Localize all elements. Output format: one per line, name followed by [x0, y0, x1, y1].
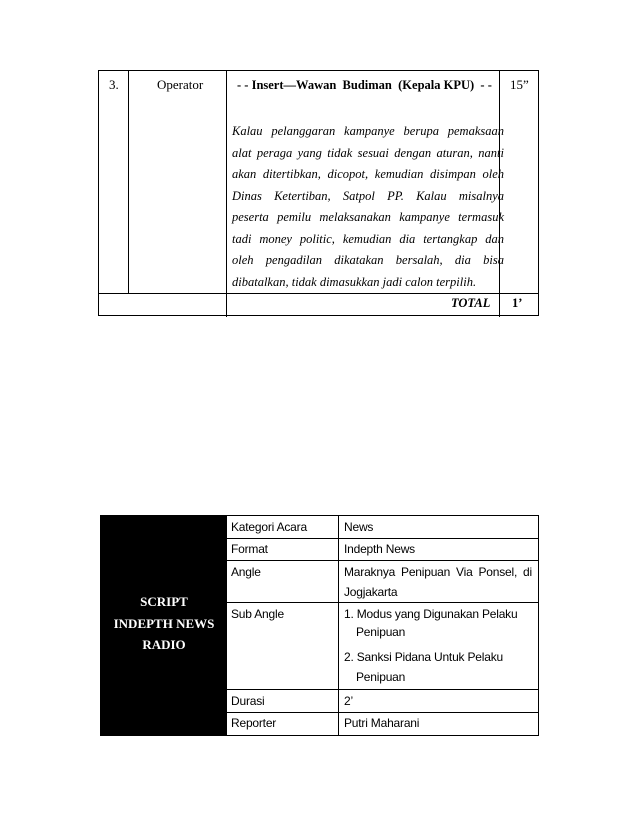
insert-heading: - - Insert—Wawan Budiman (Kepala KPU) - -: [237, 78, 492, 92]
sub-angle-item: Penipuan: [356, 625, 406, 639]
angle-value: Maraknya Penipuan Via Ponsel, di: [344, 565, 532, 579]
soundbite-line: tadi money politic, kemudian dia tertangkap dan: [232, 231, 504, 246]
sub-angle-item: Penipuan: [356, 670, 406, 684]
row-number: 3.: [109, 77, 119, 92]
angle-label: Angle: [231, 565, 261, 579]
sub-angle-item: 1. Modus yang Digunakan Pelaku: [344, 607, 518, 621]
row-divider: [227, 689, 538, 690]
soundbite-line: alat peraga yang tidak sesuai dengan aturan, nanti: [232, 145, 504, 160]
kategori-value: News: [344, 520, 374, 534]
reporter-label: Reporter: [231, 716, 277, 730]
reporter-value: Putri Maharani: [344, 716, 420, 730]
soundbite-line: oleh pengadilan dikatakan bersalah, dia bisa: [232, 253, 504, 267]
kategori-label: Kategori Acara: [231, 520, 307, 534]
durasi-label: Durasi: [231, 694, 265, 708]
soundbite-line: peserta pemilu melaksanakan kampanye termasuk: [232, 210, 504, 224]
role-cell: Operator: [157, 77, 204, 92]
format-label: Format: [231, 542, 268, 556]
sub-angle-label: Sub Angle: [231, 607, 284, 621]
script-title: [101, 591, 227, 656]
soundbite-line: Dinas Ketertiban, Satpol PP. Kalau misalnya: [232, 188, 504, 203]
angle-value: Jogjakarta: [344, 585, 398, 599]
script-title-line: RADIO: [142, 637, 186, 652]
script-title-line: INDEPTH NEWS: [113, 615, 215, 631]
durasi-value: 2’: [344, 694, 353, 708]
scene-table: [98, 70, 539, 316]
duration-cell: 15”: [510, 77, 529, 92]
script-info-table: [100, 515, 539, 736]
total-label: TOTAL: [451, 296, 491, 310]
format-value: Indepth News: [344, 542, 415, 556]
row-divider: [227, 602, 538, 603]
total-duration: 1’: [512, 296, 523, 310]
soundbite-text: [232, 121, 504, 293]
column-divider: [338, 516, 339, 735]
script-title-block: [101, 516, 227, 735]
sub-angle-item: 2. Sanksi Pidana Untuk Pelaku: [344, 650, 503, 664]
column-divider: [128, 71, 129, 293]
script-title-line: SCRIPT: [140, 594, 188, 609]
soundbite-line: akan ditertibkan, dicopot, kemudian disimpan oleh: [232, 167, 504, 181]
soundbite-line: dibatalkan, tidak dimasukkan jadi calon terpilih.: [232, 274, 477, 289]
row-divider: [99, 293, 538, 294]
column-divider: [226, 71, 227, 317]
soundbite-line: Kalau pelanggaran kampanye berupa pemaksaan: [232, 124, 504, 138]
row-divider: [227, 560, 538, 561]
